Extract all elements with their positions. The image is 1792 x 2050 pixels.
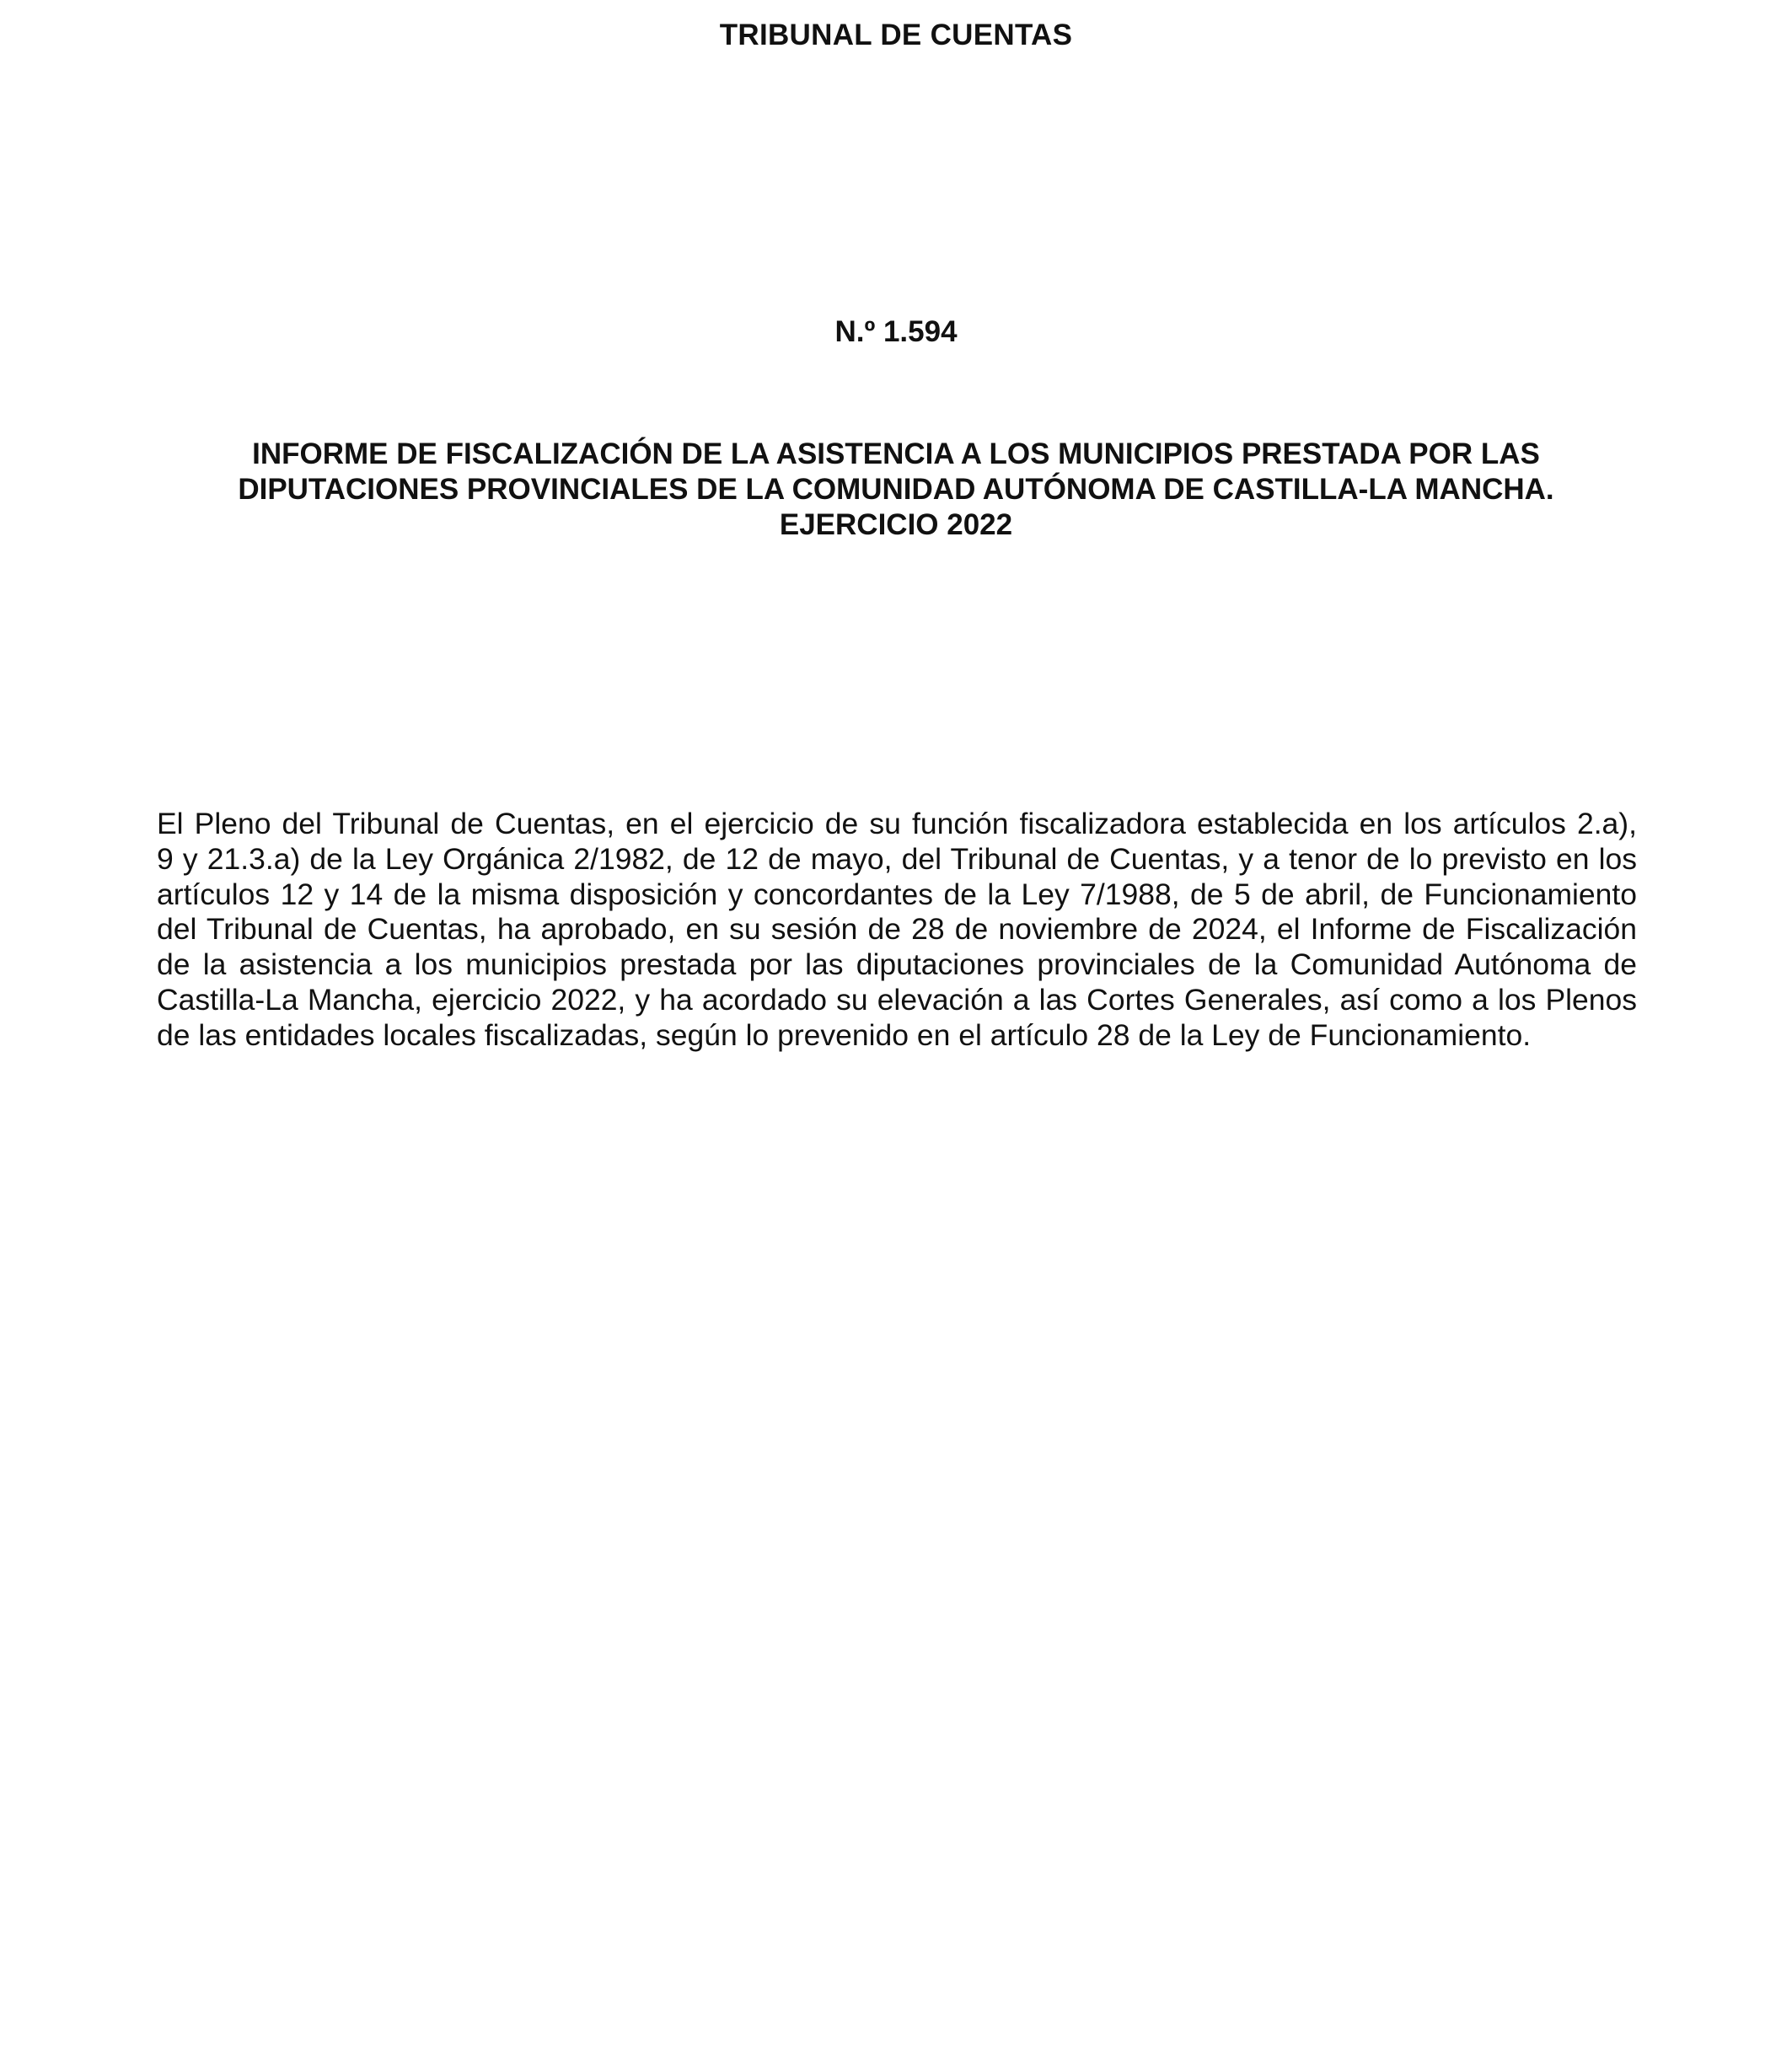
- report-title-line: DIPUTACIONES PROVINCIALES DE LA COMUNIDAD AUTÓNOMA DE CASTILLA-LA MANCHA.: [238, 473, 1554, 506]
- report-title-line: EJERCICIO 2022: [779, 508, 1013, 541]
- report-number: N.º 1.594: [834, 315, 958, 348]
- organization-header: TRIBUNAL DE CUENTAS: [719, 19, 1073, 51]
- report-title: [169, 437, 1623, 543]
- body-line: artículos 12 y 14 de la misma disposición y concordantes de la Ley 7/1988, de 5 de abril, de Funcionamiento: [157, 877, 1637, 911]
- body-line: El Pleno del Tribunal de Cuentas, en el ejercicio de su función fiscalizadora establecida en los artículos 2.a),: [157, 807, 1637, 840]
- body-line: del Tribunal de Cuentas, ha aprobado, en su sesión de 28 de noviembre de 2024, el Informe de Fiscalización: [157, 912, 1637, 947]
- body-line: 9 y 21.3.a) de la Ley Orgánica 2/1982, de 12 de mayo, del Tribunal de Cuentas, y a tenor de lo previsto en los: [157, 841, 1637, 876]
- report-title-line: INFORME DE FISCALIZACIÓN DE LA ASISTENCIA A LOS MUNICIPIOS PRESTADA POR LAS: [252, 437, 1540, 470]
- body-paragraph: [157, 807, 1637, 1054]
- body-line: Castilla-La Mancha, ejercicio 2022, y ha acordado su elevación a las Cortes Generales, así como a los Plenos: [157, 982, 1637, 1017]
- body-line: de la asistencia a los municipios prestada por las diputaciones provinciales de la Comunidad Autónoma de: [157, 947, 1637, 982]
- body-line: de las entidades locales fiscalizadas, según lo prevenido en el artículo 28 de la Ley de Funcionamiento.: [157, 1017, 1532, 1052]
